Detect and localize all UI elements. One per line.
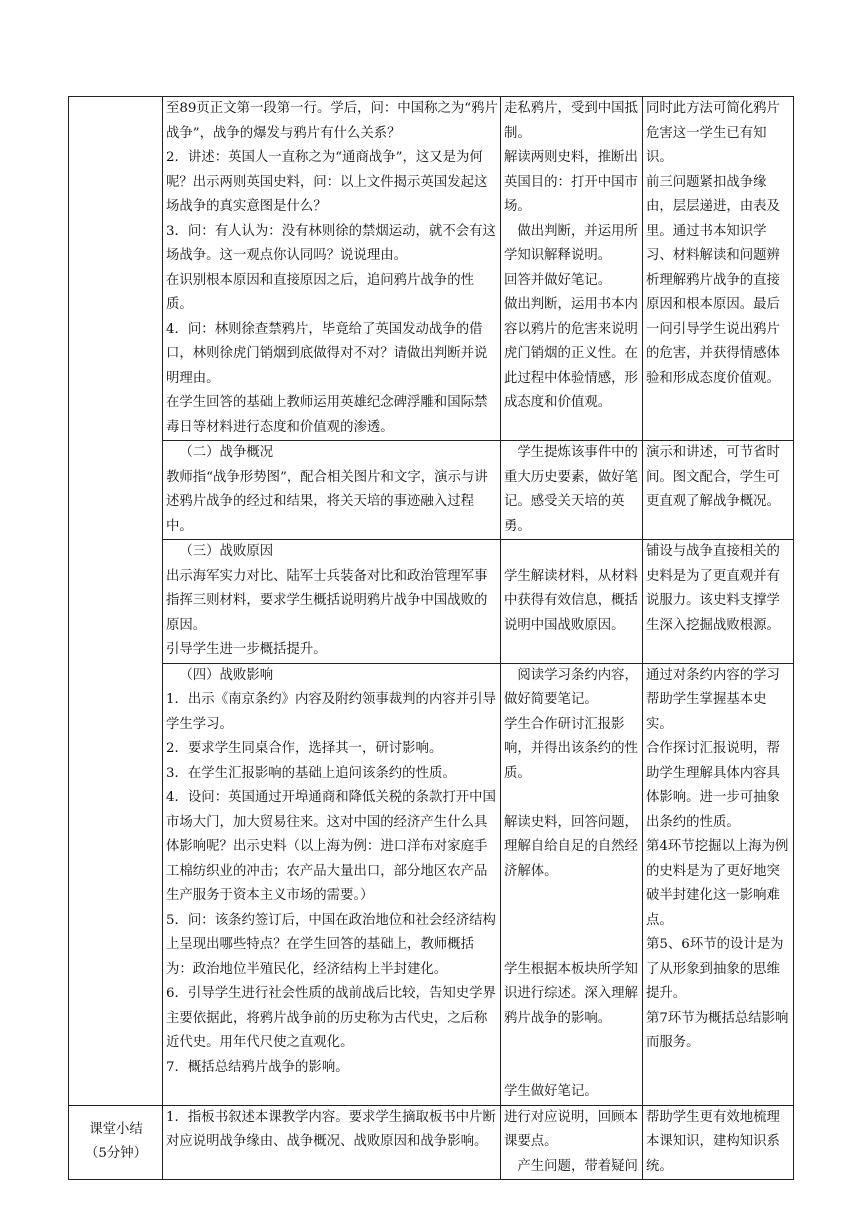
section-label-cell (69, 97, 163, 1106)
lesson-plan-table (68, 96, 794, 1180)
paragraph: 做出判断，并运用所学知识解释说明。 (504, 223, 638, 263)
paragraph: 教师指“战争形势图”，配合相关图片和文字，演示与讲述鸦片战争的经过和结果，将关天培的事迹融入过程中。 (166, 469, 488, 534)
paragraph: 铺设与战争直接相关的史料是为了更直观并有说服力。该史料支撑学生深入挖掘战败根源。 (646, 544, 780, 633)
table-row (69, 1105, 794, 1180)
table-row (69, 663, 794, 1105)
paragraph: 3．在学生汇报影响的基础上追问该条约的性质。 (166, 765, 456, 781)
design-intent-cell (643, 663, 794, 1105)
paragraph: 回答并做好笔记。 (504, 272, 612, 288)
student-activity-cell (501, 1105, 643, 1180)
paragraph: 2．讲述：英国人一直称之为“通商战争”，这又是为何呢？出示两则英国史料，问：以上文件揭示英国发起这场战争的真实意图是什么？ (166, 150, 488, 214)
paragraph: 第7环节为概括总结影响而服务。 (646, 1010, 789, 1050)
paragraph: 做出判断，运用书本内容以鸦片的危害来说明虎门销烟的正义性。在此过程中体验情感，形成态度和价值观。 (504, 297, 638, 410)
section-label: 课堂小结 (89, 1121, 143, 1137)
teacher-activity-cell (163, 97, 501, 441)
paragraph: 6．引导学生进行社会性质的战前战后比较，告知史学界主要依据此，将鸦片战争前的历史称为古代史，之后称近代史。用年代尺使之直观化。 (166, 986, 496, 1050)
paragraph: 帮助学生更有效地梳理本课知识，建构知识系统。 (646, 1109, 780, 1174)
paragraph: 同时此方法可简化鸦片危害这一学生已有知识。 (646, 101, 780, 165)
table-row (69, 441, 794, 540)
paragraph: 阅读学习条约内容，做好简要笔记。 (504, 667, 638, 707)
paragraph: 学生合作研讨汇报影响，并得出该条约的性质。 (504, 716, 638, 781)
paragraph: 通过对条约内容的学习帮助学生掌握基本史实。 (646, 667, 780, 732)
paragraph: 学生做好笔记。 (504, 1084, 598, 1099)
student-activity-cell (501, 663, 643, 1105)
paragraph: 在学生回答的基础上教师运用英雄纪念碑浮雕和国际禁毒日等材料进行态度和价值观的渗透。 (166, 395, 488, 435)
paragraph: 出示海军实力对比、陆军士兵装备对比和政治管理军事指挥三则材料，要求学生概括说明鸦片战争中国战败的原因。 (166, 568, 488, 633)
paragraph: 3．问：有人认为：没有林则徐的禁烟运动，就不会有这场战争。这一观点你认同吗？说说理由。 (166, 223, 496, 263)
design-intent-cell (643, 540, 794, 664)
paragraph: 第5、6环节的设计是为了从形象到抽象的思维提升。 (646, 937, 784, 1001)
paragraph: 至89页正文第一段第一行。学后，问：中国称之为“鸦片战争”，战争的爆发与鸦片有什么关系？ (166, 101, 498, 141)
paragraph: 进行对应说明，回顾本课要点。 (504, 1109, 638, 1149)
paragraph: 学生提炼该事件中的重大历史要素，做好笔记。感受关天培的英勇。 (504, 445, 638, 534)
teacher-activity-cell (163, 1105, 501, 1180)
teacher-activity-cell (163, 441, 501, 540)
paragraph: 解读史料，回答问题，理解自给自足的自然经济解体。 (504, 814, 638, 879)
table-row (69, 97, 794, 441)
paragraph: 4．问：林则徐查禁鸦片，毕竟给了英国发动战争的借口，林则徐虎门销烟到底做得对不对？请做出判断并说明理由。 (166, 321, 488, 386)
paragraph: 解读两则史料，推断出英国目的：打开中国市场。 (504, 150, 638, 214)
design-intent-cell (643, 1105, 794, 1180)
paragraph: 学生根据本板块所学知识进行综述。深入理解鸦片战争的影响。 (504, 961, 638, 1026)
subsection-heading: （二）战争概况 (179, 445, 274, 460)
paragraph: 1．出示《南京条约》内容及附约领事裁判的内容并引导学生学习。 (166, 692, 496, 732)
section-duration: （5分钟） (84, 1146, 148, 1162)
paragraph: 1．指板书叙述本课教学内容。要求学生摘取板书中片断对应说明战争缘由、战争概况、战败原因和战争影响。 (166, 1109, 496, 1149)
paragraph: 2．要求学生同桌合作，选择其一，研讨影响。 (166, 741, 443, 756)
paragraph: 走私鸦片，受到中国抵制。 (504, 101, 638, 141)
paragraph: 4．设问：英国通过开埠通商和降低关税的条款打开中国市场大门，加大贸易往来。这对中国的经济产生什么具体影响呢？出示史料（以上海为例：进口洋布对家庭手工棉纺织业的冲击；农产品大量出口，部分地区农产品生产服务于资本主义市场的需要。） (166, 790, 496, 903)
paragraph: 在识别根本原因和直接原因之后，追问鸦片战争的性质。 (166, 272, 474, 312)
paragraph: 产生问题，带着疑问 (517, 1158, 638, 1174)
paragraph: 演示和讲述，可节省时间。图文配合，学生可更直观了解战争概况。 (646, 445, 780, 509)
student-activity-cell (501, 441, 643, 540)
paragraph: 学生解读材料，从材料中获得有效信息，概括说明中国战败原因。 (504, 568, 638, 633)
design-intent-cell (643, 441, 794, 540)
design-intent-cell (643, 97, 794, 441)
subsection-heading: （四）战败影响 (179, 667, 274, 683)
section-label-cell (69, 1105, 163, 1180)
subsection-heading: （三）战败原因 (179, 544, 274, 559)
paragraph: 合作探讨汇报说明，帮助学生理解具体内容具体影响。进一步可抽象出条约的性质。 (646, 741, 780, 830)
paragraph: 引导学生进一步概括提升。 (166, 642, 327, 657)
table-row (69, 540, 794, 664)
paragraph: 7．概括总结鸦片战争的影响。 (166, 1059, 349, 1075)
teacher-activity-cell (163, 663, 501, 1105)
student-activity-cell (501, 540, 643, 664)
paragraph: 第4环节挖掘以上海为例的史料是为了更好地突破半封建化这一影响难点。 (646, 839, 789, 928)
paragraph: 5．问：该条约签订后，中国在政治地位和社会经济结构上呈现出哪些特点？在学生回答的基础上，教师概括为：政治地位半殖民化，经济结构上半封建化。 (166, 912, 496, 977)
student-activity-cell (501, 97, 643, 441)
paragraph: 前三问题紧扣战争缘由，层层递进，由表及里。通过书本知识学习、材料解读和问题辨析理解鸦片战争的直接原因和根本原因。最后一问引导学生说出鸦片的危害，并获得情感体验和形成态度价值观。 (646, 174, 780, 386)
teacher-activity-cell (163, 540, 501, 664)
